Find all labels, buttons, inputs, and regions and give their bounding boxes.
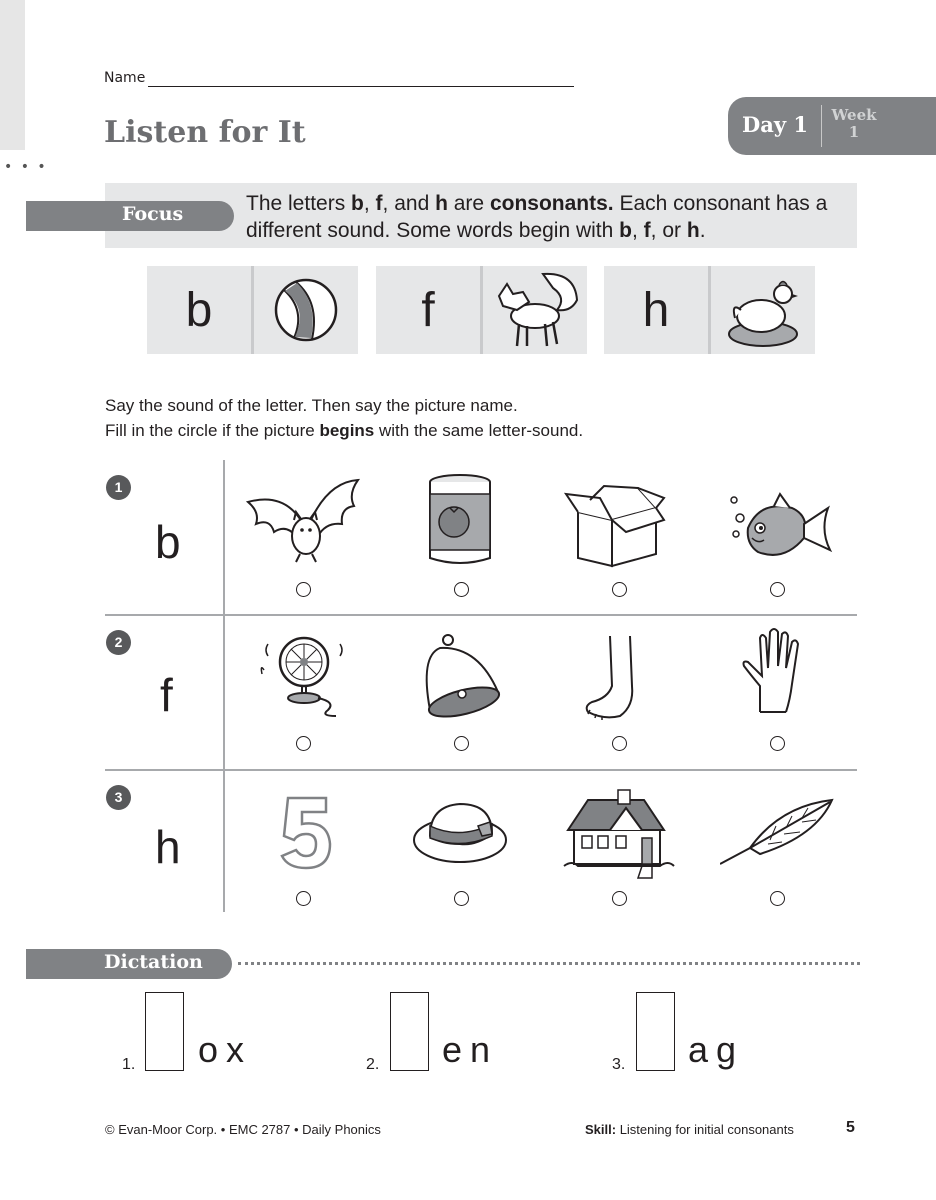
week-text: Week — [831, 106, 877, 124]
panel-letter: b — [185, 284, 213, 337]
answer-bubble[interactable] — [770, 891, 785, 906]
row-letter: h — [155, 821, 181, 873]
answer-bubble[interactable] — [612, 736, 627, 751]
panel-letter: f — [421, 284, 435, 337]
can-icon — [400, 472, 520, 572]
hand-icon — [720, 626, 840, 726]
hen-icon — [711, 266, 815, 354]
row-letter: f — [160, 669, 173, 721]
letter-panel-h — [604, 266, 815, 354]
focus-bold-text: f — [643, 219, 651, 242]
page-edge-bar — [0, 0, 25, 150]
focus-text-run: . — [699, 219, 706, 242]
answer-bubble[interactable] — [296, 736, 311, 751]
focus-bold-text: consonants. — [489, 192, 614, 215]
day-week-tab — [728, 97, 936, 155]
row-number: 1 — [106, 475, 131, 500]
letter-panel-b — [147, 266, 358, 354]
instruction-line-1: Say the sound of the letter. Then say the picture name. — [105, 396, 518, 415]
answer-bubble[interactable] — [770, 736, 785, 751]
day-separator — [821, 105, 822, 147]
answer-bubble[interactable] — [454, 891, 469, 906]
focus-text-run: The letters — [246, 192, 352, 215]
focus-bold-text: h — [435, 192, 448, 215]
fish-icon — [720, 472, 840, 572]
day-label: Day 1 — [742, 112, 808, 137]
instruction-bold: begins — [319, 421, 375, 440]
answer-bubble[interactable] — [296, 891, 311, 906]
feather-icon — [720, 782, 840, 882]
foot-icon — [560, 626, 680, 726]
dictation-letter-box[interactable] — [145, 992, 184, 1071]
panel-letter: h — [642, 284, 670, 337]
box-icon — [560, 472, 680, 572]
fan-icon — [244, 626, 364, 726]
footer-skill — [585, 1122, 794, 1137]
answer-bubble[interactable] — [612, 582, 627, 597]
answer-bubble[interactable] — [612, 891, 627, 906]
focus-text — [246, 190, 856, 244]
page-title: Listen for It — [104, 115, 306, 150]
dictation-letter-box[interactable] — [636, 992, 675, 1071]
dictation-number: 3. — [612, 1056, 626, 1073]
dictation-letter-box[interactable] — [390, 992, 429, 1071]
instruction-text: Fill in the circle if the picture — [105, 421, 320, 440]
house-icon — [560, 782, 680, 882]
page-edge-dots: • • • — [4, 159, 48, 175]
instruction-line-2 — [105, 418, 583, 443]
row-number: 3 — [106, 785, 131, 810]
bell-icon — [400, 626, 520, 726]
page-number: 5 — [846, 1119, 855, 1136]
dictation-dotted-line — [238, 962, 860, 965]
focus-text-run: , — [632, 219, 644, 242]
fox-icon — [483, 266, 587, 354]
dictation-number: 1. — [122, 1056, 136, 1073]
grid-vertical-line — [223, 460, 225, 912]
focus-label: Focus — [122, 203, 184, 225]
focus-bold-text: f — [375, 192, 383, 215]
grid-row-divider — [105, 769, 857, 771]
dictation-word-ending: ag — [688, 1029, 745, 1070]
footer-copyright: © Evan-Moor Corp. • EMC 2787 • Daily Phonics — [105, 1122, 381, 1137]
focus-text-run: are — [447, 192, 490, 215]
ball-icon — [254, 266, 358, 354]
focus-text-run: Each consonant has a different sound. Some words begin with — [246, 192, 828, 242]
name-field-line[interactable] — [148, 86, 574, 87]
skill-label: Skill: — [585, 1122, 617, 1137]
dictation-label: Dictation — [104, 951, 203, 973]
grid-row-divider — [105, 614, 857, 616]
bat-icon — [244, 472, 364, 572]
focus-text-run: , and — [382, 192, 436, 215]
dictation-word-ending: ox — [198, 1029, 253, 1070]
five-icon — [244, 782, 364, 882]
focus-text-run: , — [363, 192, 376, 215]
row-letter: b — [155, 516, 181, 568]
focus-bold-text: b — [619, 219, 632, 242]
answer-bubble[interactable] — [296, 582, 311, 597]
name-label: Name — [104, 70, 146, 86]
hat-icon — [400, 782, 520, 882]
focus-bold-text: h — [686, 219, 700, 242]
week-label — [828, 107, 880, 141]
row-number: 2 — [106, 630, 131, 655]
answer-bubble[interactable] — [770, 582, 785, 597]
dictation-word-ending: en — [442, 1029, 499, 1070]
instruction-text: with the same letter-sound. — [374, 421, 584, 440]
week-number: 1 — [848, 123, 860, 141]
dictation-number: 2. — [366, 1056, 380, 1073]
focus-text-run: , or — [650, 219, 687, 242]
answer-bubble[interactable] — [454, 736, 469, 751]
focus-bold-text: b — [351, 192, 364, 215]
instructions — [105, 393, 583, 443]
letter-panel-f — [376, 266, 587, 354]
skill-text: Listening for initial consonants — [616, 1122, 794, 1137]
answer-bubble[interactable] — [454, 582, 469, 597]
